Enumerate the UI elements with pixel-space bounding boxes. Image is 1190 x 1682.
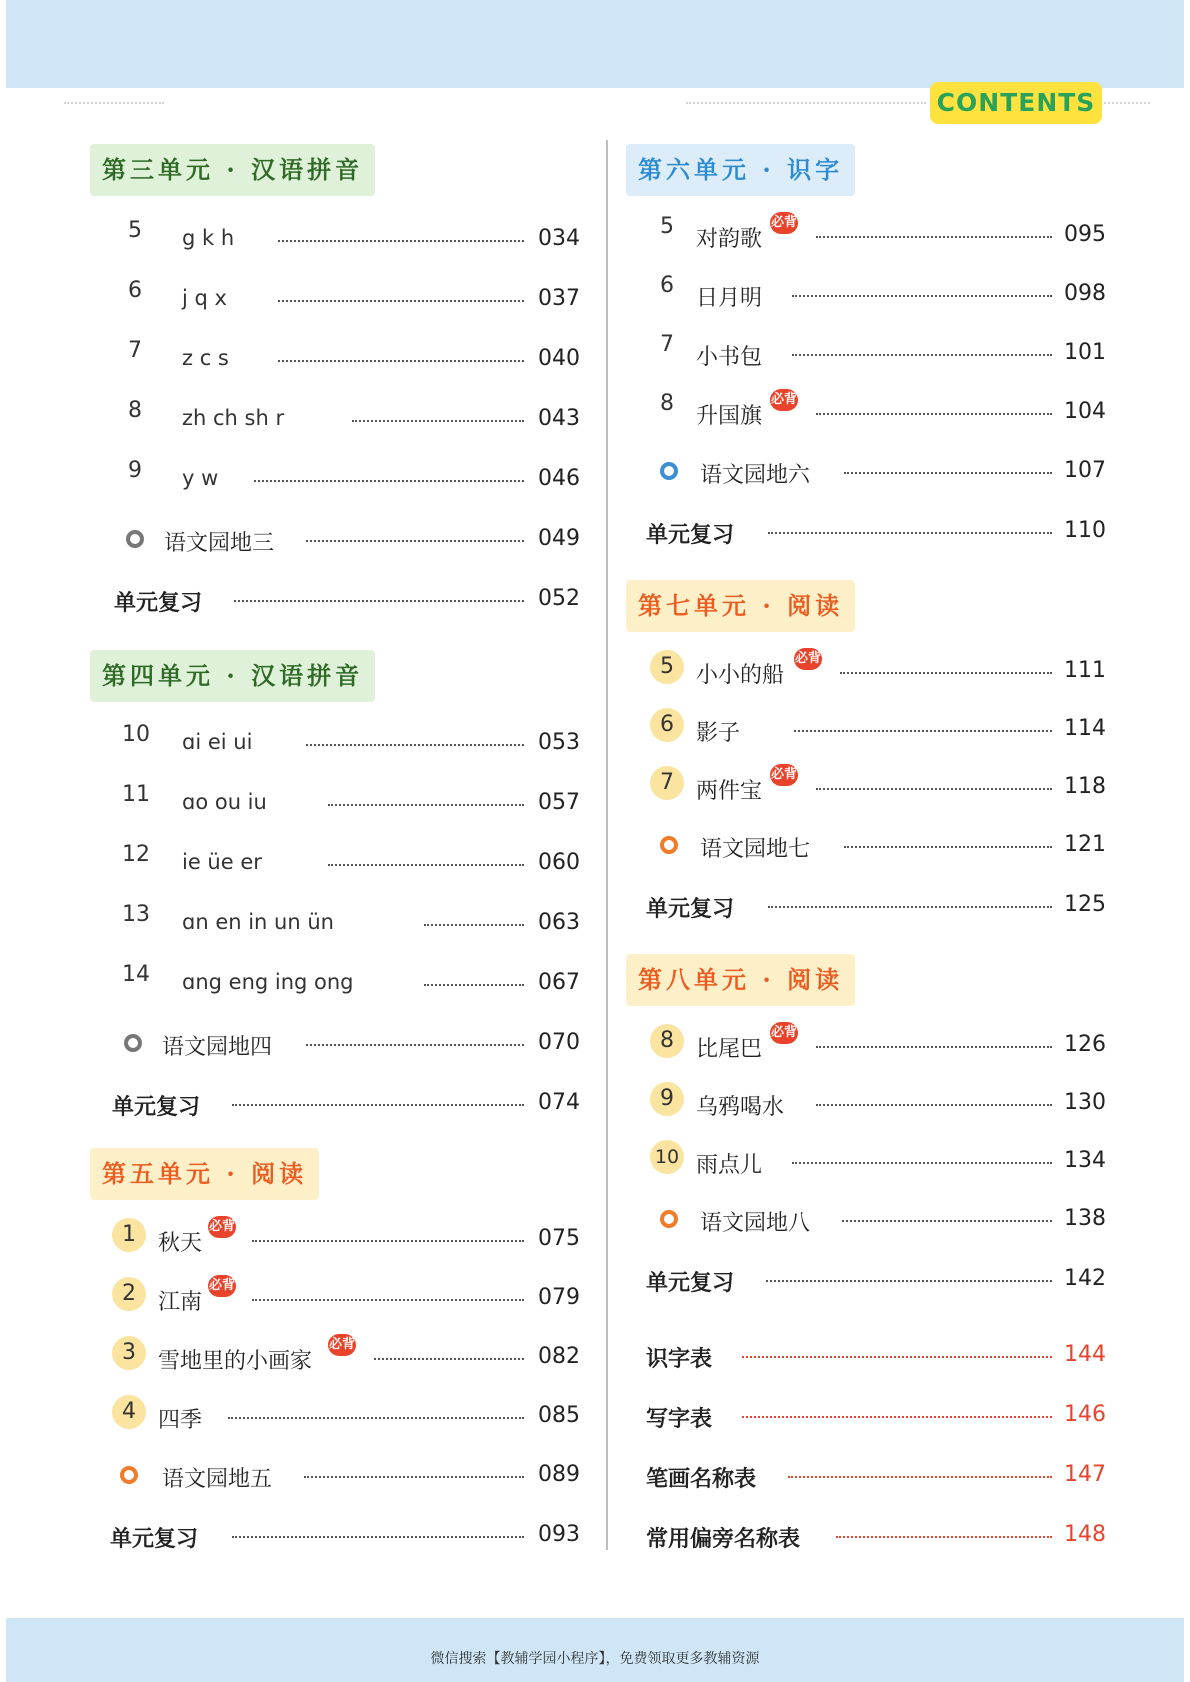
page-number: 095 [1064,222,1106,247]
toc-row-review[interactable] [110,1514,598,1554]
dot-leader [304,1476,524,1478]
unit-5-header: 第五单元 · 阅读 [90,1148,319,1200]
dot-leader [788,1476,1052,1478]
toc-row-garden[interactable] [124,1022,598,1062]
page-number: 089 [538,1462,580,1487]
dot-leader [306,744,524,746]
lesson-title: ie üe er [182,850,262,874]
page-number: 079 [538,1285,580,1310]
lesson-number: 3 [112,1336,146,1370]
lesson-number: 9 [650,1082,684,1116]
lesson-title: 两件宝 [696,779,763,804]
dot-leader [816,236,1052,238]
page-number: 046 [538,466,580,491]
page-number: 114 [1064,716,1106,741]
must-memorize-badge: 必背 [208,1216,236,1238]
page-number: 101 [1064,340,1106,365]
garden-icon [126,530,144,548]
top-dotted-rule-middle [686,102,926,104]
lesson-title: 雪地里的小画家 [158,1349,313,1374]
toc-row-review[interactable] [646,510,1108,550]
review-title: 单元复习 [112,1095,201,1120]
dot-leader [228,1417,524,1419]
must-memorize-badge: 必背 [770,212,798,234]
must-memorize-badge: 必背 [208,1275,236,1297]
dot-leader [792,295,1052,297]
dot-leader [844,472,1052,474]
lesson-number: 6 [128,278,142,303]
lesson-number: 7 [650,766,684,800]
lesson-title: 江南 [158,1290,203,1315]
must-memorize-badge: 必背 [770,764,798,786]
must-memorize-badge: 必背 [794,648,822,670]
lesson-title: ɑng eng ing ong [182,970,354,994]
appendix-title: 识字表 [646,1346,713,1372]
lesson-title: 对韵歌 [696,227,763,252]
toc-row[interactable] [128,398,598,438]
dot-leader [792,354,1052,356]
toc-row[interactable] [650,1140,1108,1180]
dot-leader [352,420,524,422]
page-number: 126 [1064,1032,1106,1057]
top-dotted-rule-left [64,102,164,104]
dot-leader [768,532,1052,534]
lesson-number: 6 [660,273,674,298]
dot-leader [252,1299,524,1301]
dot-leader [766,1280,1052,1282]
must-memorize-badge: 必背 [770,1022,798,1044]
must-memorize-badge: 必背 [770,389,798,411]
lesson-title: ɑo ou iu [182,790,267,814]
dot-leader [328,864,524,866]
lesson-title: 影子 [696,721,741,746]
lesson-number: 7 [660,332,674,357]
toc-row[interactable] [650,650,1108,690]
toc-row[interactable] [128,458,598,498]
garden-icon [660,462,678,480]
toc-row[interactable] [650,766,1108,806]
toc-row-review[interactable] [114,578,598,618]
toc-row[interactable] [128,338,598,378]
lesson-number: 6 [650,708,684,742]
lesson-number: 7 [128,338,142,363]
lesson-title: y w [182,466,219,490]
lesson-number: 5 [650,650,684,684]
top-dotted-rule-right [1104,102,1150,104]
page-number: 053 [538,730,580,755]
unit-4-header: 第四单元 · 汉语拼音 [90,650,375,702]
toc-row[interactable] [660,391,1108,431]
unit-7-header: 第七单元 · 阅读 [626,580,855,632]
lesson-number: 5 [128,218,142,243]
lesson-title: j q x [182,286,227,310]
lesson-title: 升国旗 [696,404,763,429]
toc-row[interactable] [122,842,598,882]
page-number: 063 [538,910,580,935]
lesson-number: 12 [122,842,150,867]
page-number: 098 [1064,281,1106,306]
lesson-title: 日月明 [696,286,763,311]
lesson-title: 比尾巴 [696,1037,763,1062]
lesson-number: 14 [122,962,150,987]
lesson-number: 5 [660,214,674,239]
page-number: 104 [1064,399,1106,424]
column-divider [606,140,608,1550]
garden-title: 语文园地四 [162,1035,273,1060]
lesson-title: zh ch sh r [182,406,285,430]
page-number: 082 [538,1344,580,1369]
page-number: 037 [538,286,580,311]
garden-icon [120,1466,138,1484]
lesson-title: 小书包 [696,345,763,370]
top-band [6,0,1184,88]
toc-row-review[interactable] [646,884,1108,924]
lesson-title: z c s [182,346,229,370]
page-number: 067 [538,970,580,995]
dot-leader [306,540,524,542]
dot-leader [840,672,1052,674]
review-title: 单元复习 [646,897,735,922]
page-number: 110 [1064,518,1106,543]
appendix-row[interactable] [646,1394,1108,1434]
toc-row[interactable] [128,278,598,318]
dot-leader [278,360,524,362]
appendix-row[interactable] [646,1514,1108,1554]
dot-leader [816,1046,1052,1048]
toc-row[interactable] [112,1336,598,1376]
lesson-title: g k h [182,226,235,250]
page-number: 049 [538,526,580,551]
footer-promo-text: 微信搜索【教辅学园小程序】，免费领取更多教辅资源 [430,1651,760,1667]
garden-title: 语文园地六 [700,463,811,488]
page-number: 107 [1064,458,1106,483]
page-number: 148 [1064,1522,1106,1547]
dot-leader [816,788,1052,790]
toc-row-review[interactable] [646,1258,1108,1298]
dot-leader [792,1162,1052,1164]
lesson-title: 乌鸦喝水 [696,1095,785,1120]
page-number: 070 [538,1030,580,1055]
page-number: 146 [1064,1402,1106,1427]
page-number: 125 [1064,892,1106,917]
dot-leader [278,300,524,302]
dot-leader [278,240,524,242]
dot-leader [794,730,1052,732]
dot-leader [742,1416,1052,1418]
dot-leader [252,1240,524,1242]
lesson-number: 13 [122,902,150,927]
dot-leader [306,1044,524,1046]
garden-icon [660,836,678,854]
toc-row[interactable] [122,902,598,942]
lesson-title: 秋天 [158,1231,203,1256]
toc-row[interactable] [122,782,598,822]
page-number: 138 [1064,1206,1106,1231]
toc-row-review[interactable] [112,1082,598,1122]
garden-icon [660,1210,678,1228]
lesson-number: 8 [650,1024,684,1058]
lesson-number: 9 [128,458,142,483]
dot-leader [768,906,1052,908]
toc-row[interactable] [650,1024,1108,1064]
lesson-title: 四季 [158,1408,203,1433]
must-memorize-badge: 必背 [328,1334,356,1356]
appendix-title: 常用偏旁名称表 [646,1526,801,1552]
toc-row[interactable] [112,1395,598,1435]
lesson-number: 4 [112,1395,146,1429]
dot-leader [844,846,1052,848]
page-number: 040 [538,346,580,371]
unit-6-header: 第六单元 · 识字 [626,144,855,196]
lesson-title: 雨点儿 [696,1153,763,1178]
toc-row-garden[interactable] [120,1454,598,1494]
review-title: 单元复习 [646,523,735,548]
garden-title: 语文园地五 [162,1467,273,1492]
page-number: 121 [1064,832,1106,857]
garden-title: 语文园地八 [700,1211,811,1236]
garden-icon [124,1034,142,1052]
dot-leader [328,804,524,806]
dot-leader [254,480,524,482]
garden-title: 语文园地三 [164,531,275,556]
page-number: 034 [538,226,580,251]
dot-leader [836,1536,1052,1538]
garden-title: 语文园地七 [700,837,811,862]
dot-leader [816,413,1052,415]
toc-row[interactable] [660,273,1108,313]
lesson-number: 10 [650,1140,684,1174]
toc-row-garden[interactable] [660,450,1108,490]
toc-row[interactable] [122,722,598,762]
lesson-number: 2 [112,1277,146,1311]
lesson-number: 10 [122,722,150,747]
review-title: 单元复习 [646,1271,735,1296]
dot-leader [424,984,524,986]
lesson-number: 8 [128,398,142,423]
appendix-row[interactable] [646,1334,1108,1374]
page-number: 057 [538,790,580,815]
page-number: 060 [538,850,580,875]
page-number: 147 [1064,1462,1106,1487]
page-number: 134 [1064,1148,1106,1173]
page-number: 118 [1064,774,1106,799]
dot-leader [374,1358,524,1360]
toc-row[interactable] [660,332,1108,372]
lesson-number: 11 [122,782,150,807]
toc-row[interactable] [660,214,1108,254]
appendix-title: 笔画名称表 [646,1466,757,1492]
page-number: 111 [1064,658,1106,683]
page-number: 074 [538,1090,580,1115]
toc-row-garden[interactable] [660,824,1108,864]
lesson-title: ɑi ei ui [182,730,253,754]
review-title: 单元复习 [114,591,203,616]
page-number: 142 [1064,1266,1106,1291]
page-number: 075 [538,1226,580,1251]
lesson-number: 1 [112,1218,146,1252]
toc-row[interactable] [112,1218,598,1258]
page-number: 144 [1064,1342,1106,1367]
appendix-row[interactable] [646,1454,1108,1494]
dot-leader [742,1356,1052,1358]
page-number: 130 [1064,1090,1106,1115]
page-number: 093 [538,1522,580,1547]
contents-badge: CONTENTS [930,82,1102,124]
toc-row-garden[interactable] [660,1198,1108,1238]
toc-row[interactable] [122,962,598,1002]
lesson-title: ɑn en in un ün [182,910,334,934]
review-title: 单元复习 [110,1527,199,1552]
page-number: 085 [538,1403,580,1428]
unit-8-header: 第八单元 · 阅读 [626,954,855,1006]
unit-3-header: 第三单元 · 汉语拼音 [90,144,375,196]
toc-row[interactable] [112,1277,598,1317]
toc-row-garden[interactable] [126,518,598,558]
dot-leader [816,1104,1052,1106]
toc-row[interactable] [650,708,1108,748]
lesson-title: 小小的船 [696,663,785,688]
dot-leader [234,600,524,602]
dot-leader [424,924,524,926]
appendix-title: 写字表 [646,1406,713,1432]
dot-leader [232,1104,524,1106]
page-number: 043 [538,406,580,431]
dot-leader [842,1220,1052,1222]
toc-row[interactable] [128,218,598,258]
page-number: 052 [538,586,580,611]
toc-row[interactable] [650,1082,1108,1122]
dot-leader [232,1536,524,1538]
lesson-number: 8 [660,391,674,416]
